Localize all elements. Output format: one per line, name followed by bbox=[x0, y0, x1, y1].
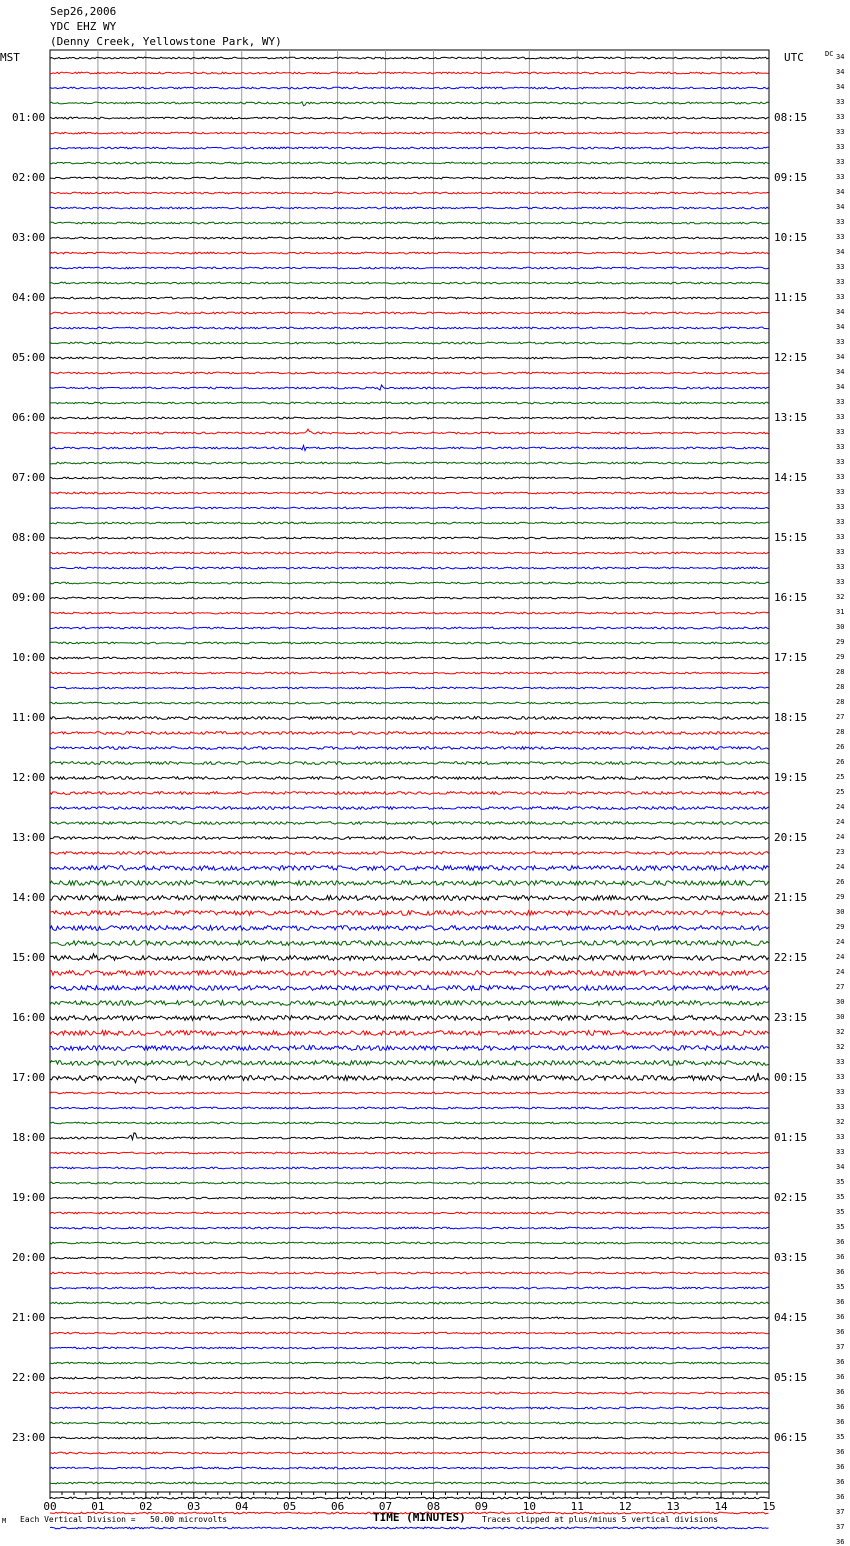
x-tick-label: 08 bbox=[426, 1500, 441, 1513]
x-axis-label: TIME (MINUTES) bbox=[373, 1511, 466, 1524]
trace-line bbox=[50, 822, 769, 825]
dc-offset-label: 25 bbox=[836, 788, 845, 796]
dc-offset-label: 26 bbox=[836, 878, 845, 886]
dc-offset-label: 36 bbox=[836, 1298, 845, 1306]
trace-line bbox=[50, 267, 769, 269]
dc-offset-label: 29 bbox=[836, 638, 845, 646]
right-hour-label: 15:15 bbox=[774, 531, 808, 544]
dc-offset-label: 36 bbox=[836, 1268, 845, 1276]
dc-offset-label: 36 bbox=[836, 1448, 845, 1456]
dc-offset-label: 33 bbox=[836, 428, 845, 436]
trace-line bbox=[50, 402, 769, 404]
trace-line bbox=[50, 1452, 769, 1454]
dc-offset-label: 28 bbox=[836, 728, 845, 736]
dc-offset-label: 34 bbox=[836, 248, 845, 256]
dc-offset-label: 29 bbox=[836, 923, 845, 931]
trace-line bbox=[50, 926, 769, 931]
dc-offset-label: 33 bbox=[836, 1103, 845, 1111]
chart-header bbox=[50, 4, 282, 49]
dc-offset-label: 33 bbox=[836, 578, 845, 586]
trace-line bbox=[50, 177, 769, 179]
trace-line bbox=[50, 1497, 769, 1499]
trace-line bbox=[50, 837, 769, 840]
dc-offset-label: 32 bbox=[836, 593, 845, 601]
dc-offset-label: 34 bbox=[836, 353, 845, 361]
dc-offset-label: 34 bbox=[836, 53, 845, 61]
trace-line bbox=[50, 312, 769, 314]
trace-line bbox=[50, 1197, 769, 1199]
dc-offset-label: 24 bbox=[836, 953, 845, 961]
trace-line bbox=[50, 1182, 769, 1184]
dc-offset-label: 34 bbox=[836, 383, 845, 391]
trace-line bbox=[50, 429, 769, 434]
right-hour-label: 08:15 bbox=[774, 111, 808, 124]
right-hour-label: 03:15 bbox=[774, 1251, 808, 1264]
left-hour-label: 05:00 bbox=[12, 351, 46, 364]
dc-offset-label: 33 bbox=[836, 218, 845, 226]
dc-offset-label: 35 bbox=[836, 1433, 845, 1441]
trace-line bbox=[50, 762, 769, 765]
dc-offset-label: 36 bbox=[836, 1403, 845, 1411]
dc-offset-label: 35 bbox=[836, 1283, 845, 1291]
dc-offset-label: 36 bbox=[836, 1463, 845, 1471]
trace-line bbox=[50, 192, 769, 194]
left-hour-label: 17:00 bbox=[12, 1071, 46, 1084]
left-hour-label: 10:00 bbox=[12, 651, 46, 664]
dc-offset-label: 32 bbox=[836, 1028, 845, 1036]
trace-line bbox=[50, 1482, 769, 1484]
trace-line bbox=[50, 672, 769, 674]
dc-offset-label: 33 bbox=[836, 338, 845, 346]
trace-line bbox=[50, 1061, 769, 1066]
trace-line bbox=[50, 807, 769, 810]
dc-offset-label: 33 bbox=[836, 113, 845, 121]
left-hour-label: 04:00 bbox=[12, 291, 46, 304]
x-tick-label: 02 bbox=[139, 1500, 153, 1513]
x-tick-label: 13 bbox=[666, 1500, 680, 1513]
clipping-note: Traces clipped at plus/minus 5 vertical divisions bbox=[482, 1515, 719, 1524]
dc-offset-label: 34 bbox=[836, 323, 845, 331]
trace-line bbox=[50, 1242, 769, 1244]
trace-line bbox=[50, 522, 769, 524]
dc-offset-label: 33 bbox=[836, 488, 845, 496]
trace-line bbox=[50, 237, 769, 239]
dc-offset-label: 34 bbox=[836, 368, 845, 376]
dc-offset-label: 36 bbox=[836, 1388, 845, 1396]
right-hour-label: 13:15 bbox=[774, 411, 808, 424]
right-hour-label: 21:15 bbox=[774, 891, 808, 904]
dc-offset-label: 24 bbox=[836, 818, 845, 826]
dc-offset-label: 37 bbox=[836, 1508, 845, 1516]
trace-line bbox=[50, 1527, 769, 1529]
dc-offset-label: 36 bbox=[836, 1313, 845, 1321]
dc-offset-label: 31 bbox=[836, 608, 845, 616]
right-hour-label: 22:15 bbox=[774, 951, 808, 964]
right-hour-label: 18:15 bbox=[774, 711, 808, 724]
left-hour-label: 12:00 bbox=[12, 771, 46, 784]
dc-offset-label: 33 bbox=[836, 293, 845, 301]
x-axis bbox=[43, 1492, 775, 1513]
trace-line bbox=[50, 777, 769, 780]
right-hour-label: 01:15 bbox=[774, 1131, 808, 1144]
dc-offset-label: 33 bbox=[836, 263, 845, 271]
left-hour-label: 14:00 bbox=[12, 891, 46, 904]
dc-offset-label: 28 bbox=[836, 698, 845, 706]
trace-line bbox=[50, 567, 769, 569]
x-tick-label: 07 bbox=[378, 1500, 393, 1513]
trace-line bbox=[50, 222, 769, 224]
left-hour-label: 20:00 bbox=[12, 1251, 46, 1264]
x-tick-label: 01 bbox=[91, 1500, 105, 1513]
trace-line bbox=[50, 1302, 769, 1304]
dc-offset-label: 37 bbox=[836, 1523, 845, 1531]
left-hour-label: 01:00 bbox=[12, 111, 46, 124]
dc-offset-label: 24 bbox=[836, 803, 845, 811]
trace-line bbox=[50, 1031, 769, 1036]
right-hour-label: 00:15 bbox=[774, 1071, 808, 1084]
x-tick-label: 11 bbox=[570, 1500, 584, 1513]
dc-offset-label: 36 bbox=[836, 1328, 845, 1336]
dc-offset-label: 25 bbox=[836, 773, 845, 781]
trace-line bbox=[50, 87, 769, 89]
trace-line bbox=[50, 1347, 769, 1349]
dc-offset-label: 30 bbox=[836, 1013, 845, 1021]
trace-line bbox=[50, 57, 769, 59]
trace-line bbox=[50, 1227, 769, 1229]
right-hour-label: 10:15 bbox=[774, 231, 808, 244]
dc-offset-label: 30 bbox=[836, 623, 845, 631]
dc-offset-label: 24 bbox=[836, 938, 845, 946]
left-hour-label: 23:00 bbox=[12, 1431, 46, 1444]
trace-line bbox=[50, 357, 769, 359]
trace-line bbox=[50, 597, 769, 599]
trace-line bbox=[50, 852, 769, 855]
trace-line bbox=[50, 896, 769, 901]
scale-note: Each Vertical Division = 50.00 microvolts bbox=[20, 1515, 228, 1524]
trace-line bbox=[50, 1046, 769, 1051]
dc-offset-label: 28 bbox=[836, 668, 845, 676]
trace-line bbox=[50, 1212, 769, 1214]
trace-line bbox=[50, 717, 769, 720]
dc-offset-label: 33 bbox=[836, 1133, 845, 1141]
dc-offset-label: 34 bbox=[836, 83, 845, 91]
x-tick-label: 09 bbox=[474, 1500, 489, 1513]
dc-offset-label: 33 bbox=[836, 458, 845, 466]
dc-offset-label: 34 bbox=[836, 188, 845, 196]
left-hour-label: 06:00 bbox=[12, 411, 46, 424]
dc-offset-label: 29 bbox=[836, 893, 845, 901]
dc-offset-label: 33 bbox=[836, 143, 845, 151]
dc-offset-label: 34 bbox=[836, 68, 845, 76]
x-tick-label: 03 bbox=[187, 1500, 201, 1513]
x-tick-label: 04 bbox=[235, 1500, 249, 1513]
left-hour-label: 21:00 bbox=[12, 1311, 46, 1324]
trace-line bbox=[50, 282, 769, 284]
right-hour-label: 06:15 bbox=[774, 1431, 808, 1444]
trace-line bbox=[50, 687, 769, 689]
dc-offset-label: 24 bbox=[836, 863, 845, 871]
left-hour-label: 13:00 bbox=[12, 831, 46, 844]
dc-offset-label: 23 bbox=[836, 848, 845, 856]
dc-offset-label: 35 bbox=[836, 1208, 845, 1216]
trace-line bbox=[50, 1001, 769, 1006]
left-hour-label: 16:00 bbox=[12, 1011, 46, 1024]
trace-line bbox=[50, 1317, 769, 1319]
trace-line bbox=[50, 747, 769, 750]
trace-line bbox=[50, 417, 769, 419]
dc-offset-label: 33 bbox=[836, 563, 845, 571]
date-label: Sep26,2006 bbox=[50, 5, 117, 18]
trace-line bbox=[50, 342, 769, 344]
trace-line bbox=[50, 954, 769, 961]
trace-line bbox=[50, 732, 769, 735]
dc-offset-label: 30 bbox=[836, 908, 845, 916]
trace-line bbox=[50, 612, 769, 614]
left-timezone-label: MST bbox=[0, 51, 20, 64]
trace-line bbox=[50, 792, 769, 795]
seismic-traces bbox=[50, 57, 769, 1534]
dc-offset-label: 29 bbox=[836, 653, 845, 661]
trace-line bbox=[50, 327, 769, 329]
dc-offset-label: 24 bbox=[836, 968, 845, 976]
right-hour-label: 23:15 bbox=[774, 1011, 808, 1024]
right-hour-label: 09:15 bbox=[774, 171, 808, 184]
dc-offset-label: 34 bbox=[836, 1163, 845, 1171]
right-hour-label: 14:15 bbox=[774, 471, 808, 484]
trace-line bbox=[50, 642, 769, 644]
dc-offset-label: 28 bbox=[836, 683, 845, 691]
left-hour-label: 18:00 bbox=[12, 1131, 46, 1144]
dc-offset-label: 33 bbox=[836, 173, 845, 181]
dc-offset-label: 33 bbox=[836, 233, 845, 241]
location-label: (Denny Creek, Yellowstone Park, WY) bbox=[50, 35, 282, 48]
dc-offset-label: 33 bbox=[836, 278, 845, 286]
x-tick-label: 12 bbox=[618, 1500, 632, 1513]
trace-line bbox=[50, 162, 769, 164]
trace-line bbox=[50, 297, 769, 299]
dc-offset-label: 24 bbox=[836, 833, 845, 841]
trace-line bbox=[50, 582, 769, 584]
trace-line bbox=[50, 1167, 769, 1169]
left-hour-label: 11:00 bbox=[12, 711, 46, 724]
left-hour-label: 15:00 bbox=[12, 951, 46, 964]
trace-line bbox=[50, 372, 769, 374]
trace-line bbox=[50, 1332, 769, 1334]
trace-line bbox=[50, 537, 769, 539]
trace-line bbox=[50, 1467, 769, 1469]
dc-offset-label: 26 bbox=[836, 743, 845, 751]
right-hour-label: 12:15 bbox=[774, 351, 808, 364]
dc-offset-label: 33 bbox=[836, 398, 845, 406]
trace-line bbox=[50, 492, 769, 494]
trace-line bbox=[50, 1407, 769, 1409]
dc-offset-label: 33 bbox=[836, 1148, 845, 1156]
x-tick-label: 14 bbox=[714, 1500, 728, 1513]
trace-line bbox=[50, 462, 769, 464]
dc-offset-label: 36 bbox=[836, 1238, 845, 1246]
left-hour-label: 09:00 bbox=[12, 591, 46, 604]
trace-line bbox=[50, 1016, 769, 1021]
dc-offset-label: 32 bbox=[836, 1118, 845, 1126]
dc-offset-label: 33 bbox=[836, 413, 845, 421]
x-tick-label: 00 bbox=[43, 1500, 57, 1513]
trace-line bbox=[50, 1437, 769, 1439]
right-hour-label: 05:15 bbox=[774, 1371, 808, 1384]
dc-offset-label: 36 bbox=[836, 1538, 845, 1546]
left-hour-label: 22:00 bbox=[12, 1371, 46, 1384]
dc-offset-header: DC bbox=[825, 50, 834, 58]
dc-offset-label: 26 bbox=[836, 758, 845, 766]
dc-offset-label: 33 bbox=[836, 518, 845, 526]
dc-offset-label: 33 bbox=[836, 1088, 845, 1096]
dc-offset-label: 27 bbox=[836, 983, 845, 991]
trace-line bbox=[50, 102, 769, 106]
trace-line bbox=[50, 1272, 769, 1274]
left-hour-label: 19:00 bbox=[12, 1191, 46, 1204]
trace-line bbox=[50, 702, 769, 704]
dc-offset-label: 36 bbox=[836, 1358, 845, 1366]
dc-offset-label: 32 bbox=[836, 1043, 845, 1051]
trace-line bbox=[50, 72, 769, 74]
trace-line bbox=[50, 627, 769, 629]
trace-line bbox=[50, 881, 769, 886]
left-hour-label: 07:00 bbox=[12, 471, 46, 484]
dc-offset-label: 33 bbox=[836, 503, 845, 511]
right-hour-label: 02:15 bbox=[774, 1191, 808, 1204]
dc-offset-label: 34 bbox=[836, 203, 845, 211]
dc-offset-label: 35 bbox=[836, 1223, 845, 1231]
trace-line bbox=[50, 1092, 769, 1094]
right-hour-label: 16:15 bbox=[774, 591, 808, 604]
trace-line bbox=[50, 117, 769, 119]
dc-offset-label: 33 bbox=[836, 158, 845, 166]
dc-offset-label: 33 bbox=[836, 473, 845, 481]
x-tick-label: 10 bbox=[522, 1500, 536, 1513]
right-hour-label: 04:15 bbox=[774, 1311, 808, 1324]
trace-line bbox=[50, 1107, 769, 1109]
trace-line bbox=[50, 147, 769, 149]
right-hour-label: 17:15 bbox=[774, 651, 808, 664]
right-hour-label: 11:15 bbox=[774, 291, 808, 304]
trace-line bbox=[50, 1133, 769, 1140]
dc-offset-label: 33 bbox=[836, 1058, 845, 1066]
trace-line bbox=[50, 1422, 769, 1424]
dc-offset-label: 30 bbox=[836, 998, 845, 1006]
trace-line bbox=[50, 132, 769, 134]
left-hour-label: 08:00 bbox=[12, 531, 46, 544]
trace-line bbox=[50, 941, 769, 946]
dc-offset-label: 36 bbox=[836, 1418, 845, 1426]
right-hour-label: 19:15 bbox=[774, 771, 808, 784]
dc-offset-label: 33 bbox=[836, 548, 845, 556]
right-timezone-label: UTC bbox=[784, 51, 804, 64]
trace-line bbox=[50, 552, 769, 554]
trace-line bbox=[50, 207, 769, 209]
plot-grid bbox=[50, 50, 769, 1492]
station-label: YDC EHZ WY bbox=[50, 20, 117, 33]
dc-offset-label: 27 bbox=[836, 713, 845, 721]
dc-offset-label: 33 bbox=[836, 443, 845, 451]
x-tick-label: 06 bbox=[330, 1500, 345, 1513]
dc-offset-label: 37 bbox=[836, 1343, 845, 1351]
trace-line bbox=[50, 1073, 769, 1083]
trace-line bbox=[50, 507, 769, 509]
dc-offset-label: 35 bbox=[836, 1193, 845, 1201]
trace-line bbox=[50, 1377, 769, 1379]
corner-mark: M bbox=[2, 1517, 7, 1525]
trace-line bbox=[50, 986, 769, 991]
trace-line bbox=[50, 1257, 769, 1259]
dc-offset-label: 36 bbox=[836, 1253, 845, 1261]
dc-offset-label: 36 bbox=[836, 1373, 845, 1381]
dc-offset-label: 33 bbox=[836, 128, 845, 136]
right-hour-label: 20:15 bbox=[774, 831, 808, 844]
trace-line bbox=[50, 911, 769, 916]
trace-line bbox=[50, 477, 769, 479]
x-tick-label: 05 bbox=[283, 1500, 297, 1513]
trace-line bbox=[50, 385, 769, 390]
trace-line bbox=[50, 657, 769, 659]
trace-line bbox=[50, 1152, 769, 1154]
trace-line bbox=[50, 971, 769, 976]
trace-line bbox=[50, 866, 769, 871]
trace-line bbox=[50, 1362, 769, 1364]
dc-offset-label: 36 bbox=[836, 1493, 845, 1501]
x-tick-label: 15 bbox=[762, 1500, 776, 1513]
trace-line bbox=[50, 1287, 769, 1289]
dc-offset-label: 33 bbox=[836, 533, 845, 541]
dc-offset-label: 34 bbox=[836, 308, 845, 316]
left-hour-label: 03:00 bbox=[12, 231, 46, 244]
trace-line bbox=[50, 252, 769, 254]
dc-offset-label: 35 bbox=[836, 1178, 845, 1186]
trace-line bbox=[50, 1122, 769, 1124]
plot-frame bbox=[50, 50, 769, 1492]
dc-offset-label: 33 bbox=[836, 1073, 845, 1081]
trace-line bbox=[50, 1392, 769, 1394]
dc-offset-label: 33 bbox=[836, 98, 845, 106]
trace-line bbox=[50, 445, 769, 450]
left-hour-label: 02:00 bbox=[12, 171, 46, 184]
dc-offset-label: 36 bbox=[836, 1478, 845, 1486]
